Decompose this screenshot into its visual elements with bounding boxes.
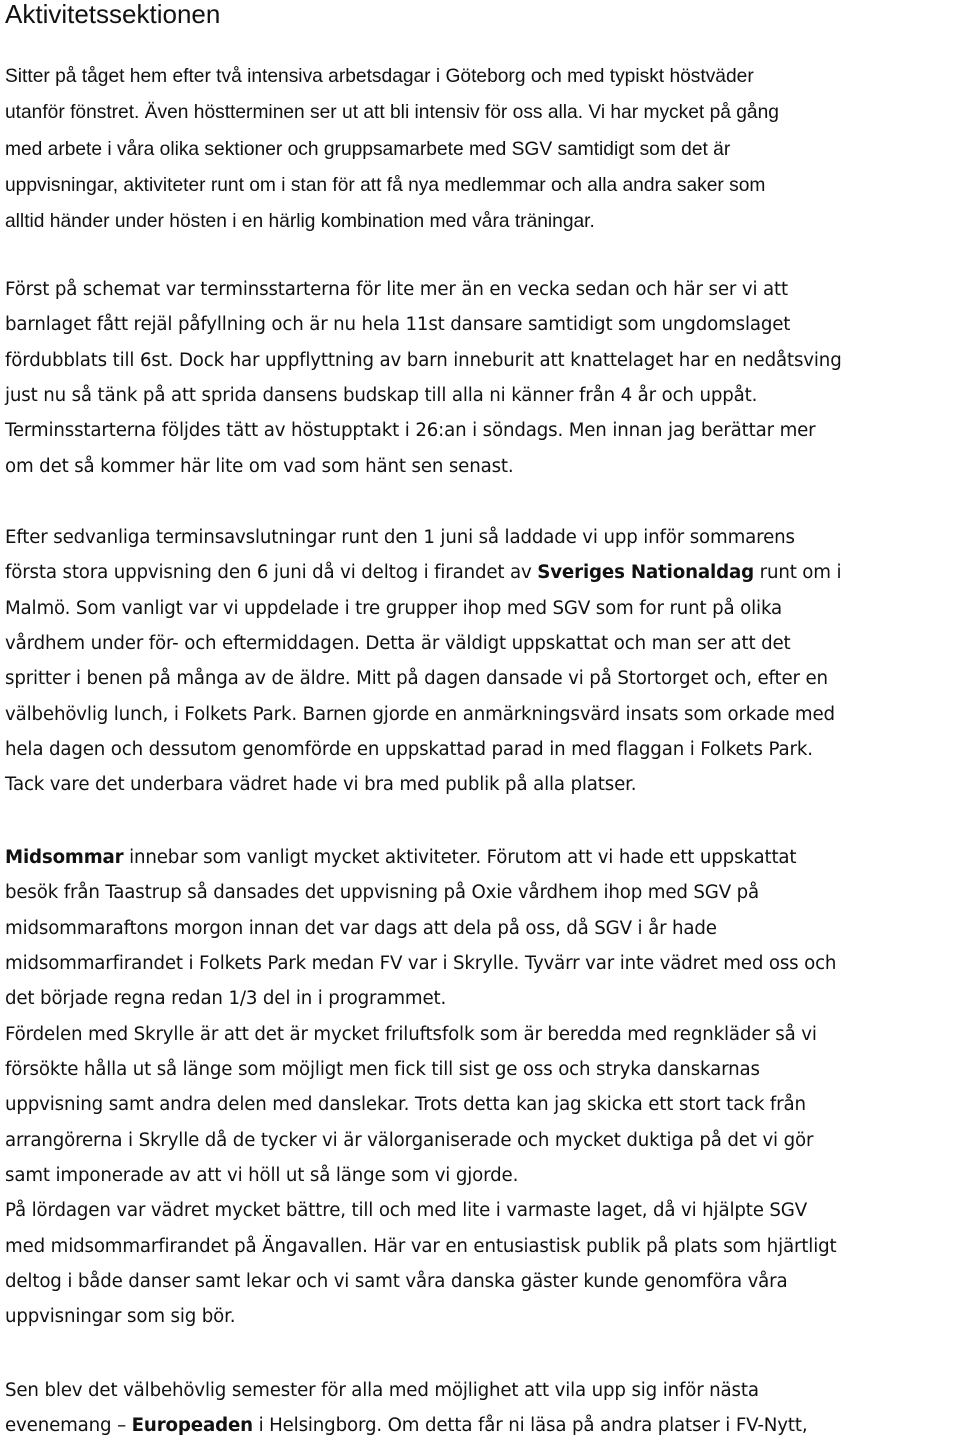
text-line: Tack vare det underbara vädret hade vi bra med publik på alla platser. bbox=[5, 774, 637, 796]
text-line: uppvisning samt andra delen med danslekar. Trots detta kan jag skicka ett stort tack från bbox=[5, 1094, 806, 1116]
text-line: midsommarfirandet i Folkets Park medan FV var i Skrylle. Tyvärr var inte vädret med oss och bbox=[5, 953, 837, 975]
text-line: Fördelen med Skrylle är att det är mycket friluftsfolk som är beredda med regnkläder så vi bbox=[5, 1023, 817, 1045]
text-segment: evenemang – bbox=[5, 1415, 132, 1437]
text-line bbox=[5, 1408, 960, 1443]
text-line: Efter sedvanliga terminsavslutningar runt den 1 juni så laddade vi upp inför sommarens bbox=[5, 527, 795, 548]
text-line: alltid händer under hösten i en härlig kombination med våra träningar. bbox=[5, 211, 595, 233]
text-line: besök från Taastrup så dansades det uppvisning på Oxie vårdhem ihop med SGV på bbox=[5, 882, 760, 904]
text-line: deltog i både danser samt lekar och vi samt våra danska gäster kunde genomföra våra bbox=[5, 1271, 788, 1293]
text-line: med arbete i våra olika sektioner och gruppsamarbete med SGV samtidigt som det är bbox=[5, 138, 731, 160]
paragraph-terminsstart bbox=[5, 272, 960, 484]
paragraph-nationaldag bbox=[5, 520, 960, 803]
text-line: På lördagen var vädret mycket bättre, till och med lite i varmaste laget, då vi hjälpte SGV bbox=[5, 1200, 808, 1222]
page-title: Aktivitetssektionen bbox=[5, 0, 221, 29]
paragraph-europeaden bbox=[5, 1373, 960, 1444]
text-line bbox=[5, 555, 960, 590]
bold-term-midsommar: Midsommar bbox=[5, 847, 124, 868]
bold-term-nationaldag: Sveriges Nationaldag bbox=[537, 562, 754, 584]
text-line: uppvisningar, aktiviteter runt om i stan för att få nya medlemmar och alla andra saker som bbox=[5, 174, 766, 196]
text-line: Malmö. Som vanligt var vi uppdelade i tre grupper ihop med SGV som for runt på olika bbox=[5, 597, 783, 619]
text-line: Terminsstarterna följdes tätt av höstupptakt i 26:an i söndags. Men innan jag berättar mer bbox=[5, 420, 816, 442]
text-line: just nu så tänk på att sprida dansens budskap till alla ni känner från 4 år och uppåt. bbox=[5, 385, 758, 407]
text-line: om det så kommer här lite om vad som hänt sen senast. bbox=[5, 455, 514, 477]
paragraph-midsommar bbox=[5, 840, 960, 1335]
text-segment: i Helsingborg. Om detta får ni läsa på andra platser i FV-Nytt, bbox=[252, 1415, 808, 1437]
text-line: fördubblats till 6st. Dock har uppflyttning av barn inneburit att knattelaget har en nedåtsving bbox=[5, 349, 842, 371]
text-line: försökte hålla ut så länge som möjligt men fick till sist ge oss och stryka danskarnas bbox=[5, 1059, 760, 1081]
text-line: barnlaget fått rejäl påfyllning och är nu hela 11st dansare samtidigt som ungdomslaget bbox=[5, 314, 791, 336]
text-line: spritter i benen på många av de äldre. Mitt på dagen dansade vi på Stortorget och, efter en bbox=[5, 668, 828, 690]
bold-term-europeaden: Europeaden bbox=[131, 1415, 253, 1437]
text-segment: första stora uppvisning den 6 juni då vi deltog i firandet av bbox=[5, 562, 538, 584]
text-line: utanför fönstret. Även höstterminen ser ut att bli intensiv för oss alla. Vi har mycket på gång bbox=[5, 102, 779, 124]
text-line: med midsommarfirandet på Ängavallen. Här var en entusiastisk publik på plats som hjärtligt bbox=[5, 1235, 837, 1257]
text-line: hela dagen och dessutom genomförde en uppskattad parad in med flaggan i Folkets Park. bbox=[5, 739, 813, 761]
text-segment: runt om i bbox=[753, 562, 842, 584]
text-line: vårdhem under för- och eftermiddagen. Detta är väldigt uppskattat och man ser att det bbox=[5, 633, 791, 655]
text-line: midsommaraftons morgon innan det var dags att dela på oss, då SGV i år hade bbox=[5, 917, 717, 939]
text-line: uppvisningar som sig bör. bbox=[5, 1306, 236, 1328]
text-segment: innebar som vanligt mycket aktiviteter. Förutom att vi hade ett uppskattat bbox=[123, 847, 797, 868]
text-line bbox=[5, 840, 960, 875]
text-line: det började regna redan 1/3 del in i programmet. bbox=[5, 988, 447, 1010]
text-line: Först på schemat var terminsstarterna för lite mer än en vecka sedan och här ser vi att bbox=[5, 279, 788, 300]
text-line: Sen blev det välbehövlig semester för alla med möjlighet att vila upp sig inför nästa bbox=[5, 1380, 759, 1401]
text-line: samt imponerade av att vi höll ut så länge som vi gjorde. bbox=[5, 1165, 519, 1187]
text-line: arrangörerna i Skrylle då de tycker vi är välorganiserade och mycket duktiga på det vi gör bbox=[5, 1129, 814, 1151]
text-line: Sitter på tåget hem efter två intensiva arbetsdagar i Göteborg och med typiskt höstväder bbox=[5, 66, 754, 87]
text-line: välbehövlig lunch, i Folkets Park. Barnen gjorde en anmärkningsvärd insats som orkade med bbox=[5, 703, 835, 725]
intro-paragraph bbox=[5, 59, 960, 240]
